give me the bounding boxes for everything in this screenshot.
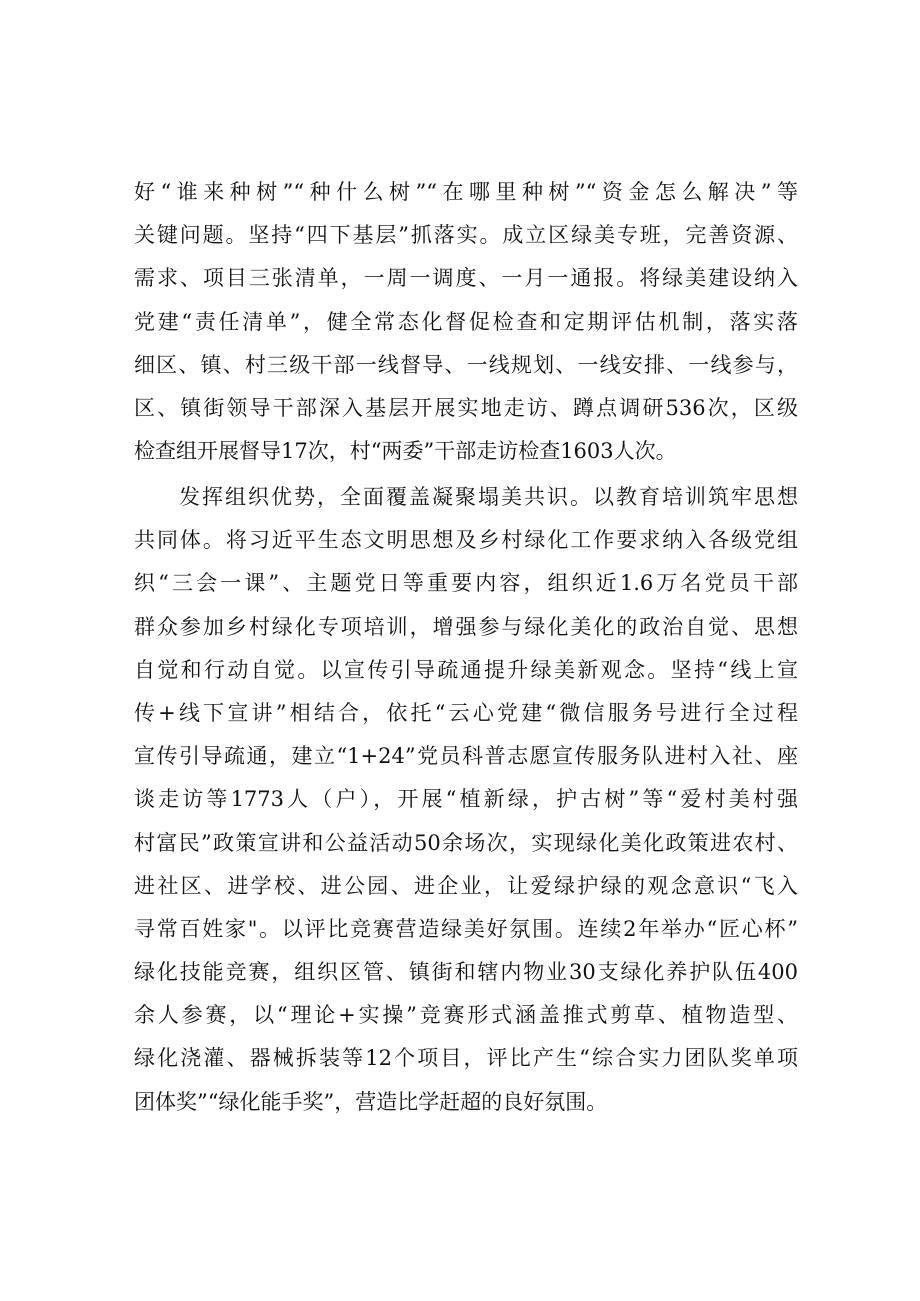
- paragraph-line: 进社区、进学校、进公园、进企业，让爱绿护绿的观念意识“飞入: [134, 873, 798, 898]
- paragraph-line: 团体奖”“绿化能手奖”，营造比学赶超的良好氛围。: [134, 1089, 608, 1114]
- paragraph-line: 需求、项目三张清单，一周一调度、一月一通报。将绿美建设纳入: [134, 266, 798, 291]
- paragraph-line: 传+线下宣讲”相结合，依托“云心党建“微信服务号进行全过程: [134, 700, 798, 725]
- paragraph-line: 绿化浇灌、器械拆装等12个项目，评比产生“综合实力团队奖单项: [134, 1046, 798, 1071]
- paragraph-line: 余人参赛，以“理论+实操”竞赛形式涵盖推式剪草、植物造型、: [134, 1003, 798, 1028]
- paragraph-line: 谈走访等1773人（户），开展“植新绿，护古树”等“爱村美村强: [134, 787, 798, 812]
- paragraph-line: 细区、镇、村三级干部一线督导、一线规划、一线安排、一线参与，: [134, 352, 798, 377]
- paragraph-line: 发挥组织优势，全面覆盖凝聚塌美共识。以教育培训筑牢思想: [179, 485, 798, 509]
- paragraph-line: 群众参加乡村绿化专项培训，增强参与绿化美化的政治自觉、思想: [134, 614, 798, 639]
- paragraph-line: 党建“责任清单”，健全常态化督促检查和定期评估机制，落实落: [134, 309, 798, 334]
- paragraph-line: 绿化技能竞赛，组织区管、镇街和辖内物业30支绿化养护队伍400: [134, 960, 798, 985]
- paragraph-line: 宣传引导疏通，建立“1+24”党员科普志愿宣传服务队进村入社、座: [134, 744, 798, 769]
- paragraph-line: 关键问题。坚持“四下基层”抓落实。成立区绿美专班，完善资源、: [134, 223, 798, 248]
- paragraph-line: 寻常百姓家"。以评比竞赛营造绿美好氛围。连续2年举办“匠心杯”: [134, 916, 798, 941]
- paragraph-2: [134, 476, 798, 1124]
- paragraph-line: 好“谁来种树”“种什么树”“在哪里种树”“资金怎么解决”等: [134, 180, 798, 204]
- paragraph-line: 自觉和行动自觉。以宣传引导疏通提升绿美新观念。坚持“线上宣: [134, 657, 798, 682]
- paragraph-line: 区、镇街领导干部深入基层开展实地走访、蹲点调研536次，区级: [134, 395, 798, 420]
- paragraph-line: 检查组开展督导17次，村“两委”干部走访检查1603人次。: [134, 439, 677, 464]
- paragraph-line: 织“三会一课”、主题党日等重要内容，组织近1.6万名党员干部: [134, 571, 798, 596]
- paragraph-1: [134, 171, 798, 473]
- paragraph-line: 村富民”政策宣讲和公益活动50余场次，实现绿化美化政策进农村、: [134, 830, 798, 855]
- paragraph-line: 共同体。将习近平生态文明思想及乡村绿化工作要求纳入各级党组: [134, 528, 798, 553]
